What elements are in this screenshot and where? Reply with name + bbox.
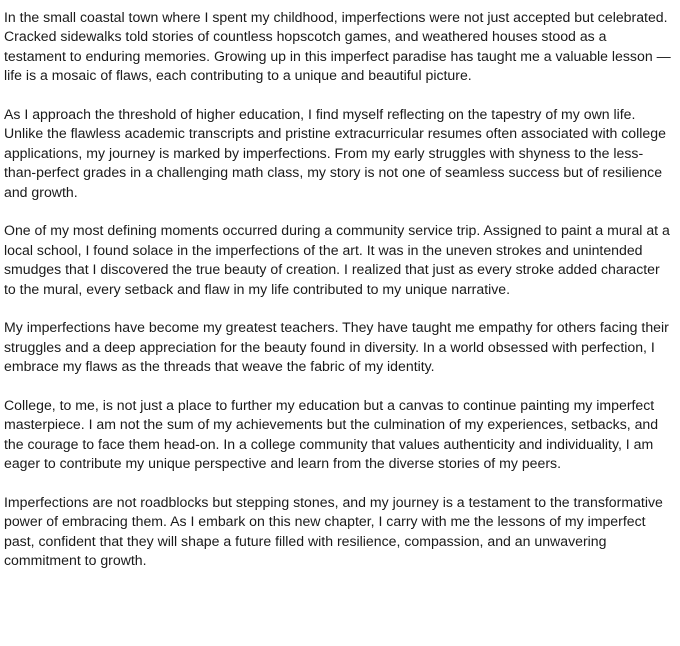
paragraph-5: College, to me, is not just a place to further my education but a canvas to continue painting my imperfect masterpiece. I am not the sum of my achievements but the culmination of my experiences, setbacks, and the courage to face them head-on. In a college community that values authenticity and individuality, I am eager to contribute my unique perspective and learn from the diverse stories of my peers. (4, 397, 659, 472)
paragraph-1: In the small coastal town where I spent my childhood, imperfections were not just accepted but celebrated. Cracked sidewalks told stories of countless hopscotch games, and weathered houses stood as a testament to enduring memories. Growing up in this imperfect paradise has taught me a valuable lesson — life is a mosaic of flaws, each contributing to a unique and beautiful picture. (4, 9, 671, 84)
paragraph-4: My imperfections have become my greatest teachers. They have taught me empathy for others facing their struggles and a deep appreciation for the beauty found in diversity. In a world obsessed with perfection, I embrace my flaws as the threads that weave the fabric of my identity. (4, 319, 669, 375)
paragraph-3: One of my most defining moments occurred during a community service trip. Assigned to paint a mural at a local school, I found solace in the imperfections of the art. It was in the uneven strokes and unintended smudges that I discovered the true beauty of creation. I realized that just as every stroke added character to the mural, every setback and flaw in my life contributed to my unique narrative. (4, 222, 670, 297)
paragraph-2: As I approach the threshold of higher education, I find myself reflecting on the tapestry of my own life. Unlike the flawless academic transcripts and pristine extracurricular resumes often associated with college applications, my journey is marked by imperfections. From my early struggles with shyness to the less-than-perfect grades in a challenging math class, my story is not one of seamless success but of resilience and growth. (4, 106, 666, 200)
essay-document (4, 8, 672, 571)
paragraph-6: Imperfections are not roadblocks but stepping stones, and my journey is a testament to the transformative power of embracing them. As I embark on this new chapter, I carry with me the lessons of my imperfect past, confident that they will shape a future filled with resilience, compassion, and an unwavering commitment to growth. (4, 494, 663, 569)
